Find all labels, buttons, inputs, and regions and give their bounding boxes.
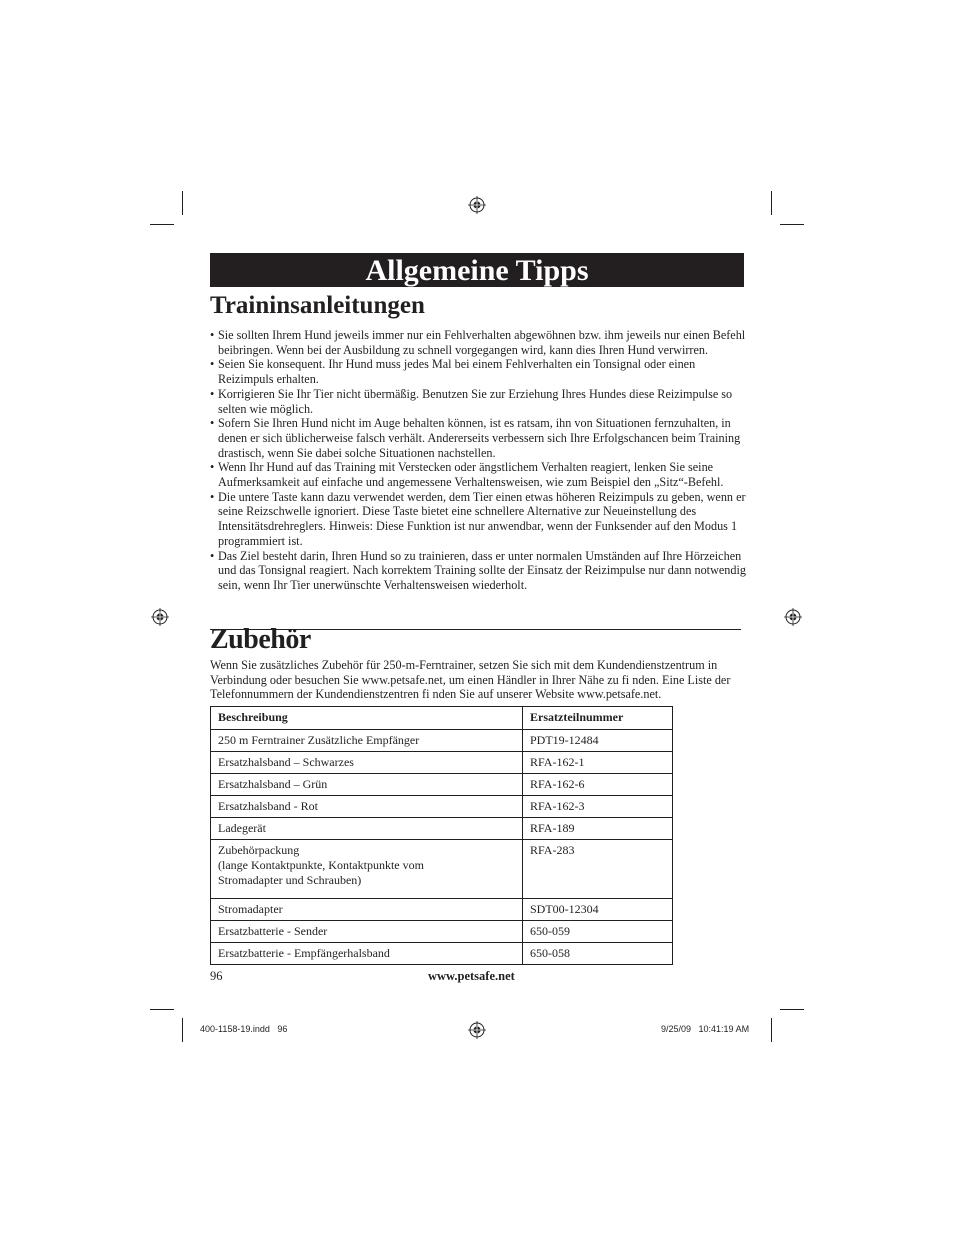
footer-url: www.petsafe.net	[428, 969, 515, 983]
cell-description-line: (lange Kontaktpunkte, Kontaktpunkte vom	[218, 858, 424, 872]
cell-description	[211, 840, 523, 899]
cell-description: Ladegerät	[211, 818, 523, 840]
list-item: • Das Ziel besteht darin, Ihren Hund so zu trainieren, dass er unter normalen Umständen auf Ihre Hörzeichen und das Tonsignal reagiert. Nach korrektem Training sollte der Einsatz der Reizimpulse nur dann notwendig sein, wenn Ihr Tier unerwünschte Verhaltensweisen wiederholt.	[210, 549, 746, 593]
crop-mark	[150, 224, 174, 225]
slug-filename: 400-1158-19.indd 96	[200, 1024, 288, 1034]
registration-target-icon	[468, 196, 486, 214]
cell-part-number: RFA-162-3	[523, 796, 673, 818]
table-row	[211, 752, 673, 774]
page-number: 96	[210, 969, 223, 983]
cell-description: Ersatzhalsband - Rot	[211, 796, 523, 818]
cell-part-number: RFA-189	[523, 818, 673, 840]
accessories-heading: Zubehör	[210, 624, 311, 655]
cell-part-number: RFA-162-6	[523, 774, 673, 796]
column-header-description: Beschreibung	[211, 707, 523, 730]
column-header-part-number: Ersatzteilnummer	[523, 707, 673, 730]
list-item: • Sie sollten Ihrem Hund jeweils immer nur ein Fehlverhalten abgewöhnen bzw. ihm jeweils nur einen Befehl beibringen. Wenn bei der Ausbildung zu schnell vorgegangen wird, kann dies Ihren Hund verwirren.	[210, 328, 746, 357]
cell-description: Ersatzhalsband – Schwarzes	[211, 752, 523, 774]
crop-mark	[780, 1009, 804, 1010]
list-item: • Die untere Taste kann dazu verwendet werden, dem Tier einen etwas höheren Reizimpuls zu geben, wenn er seine Reizschwelle ignoriert. Diese Taste bietet eine schnellere Alternative zur Neueinstellung des Intensitätsdrehreglers. Hinweis: Diese Funktion ist nur anwendbar, wenn der Funksender auf den Modus 1 programmiert ist.	[210, 490, 746, 549]
table-row	[211, 796, 673, 818]
list-item: • Korrigieren Sie Ihr Tier nicht übermäßig. Benutzen Sie zur Erziehung Ihres Hundes diese Reizimpulse so selten wie möglich.	[210, 387, 746, 416]
accessories-intro: Wenn Sie zusätzliches Zubehör für 250-m-Ferntrainer, setzen Sie sich mit dem Kundendienstzentrum in Verbindung oder besuchen Sie www.petsafe.net, um einen Händler in Ihrer Nähe zu fi nden. Eine Liste der Telefonnummern der Kundendienstzentren fi nden Sie auf unserer Website www.petsafe.net.	[210, 658, 731, 702]
crop-mark	[771, 191, 772, 215]
crop-mark	[150, 1009, 174, 1010]
list-item: • Sofern Sie Ihren Hund nicht im Auge behalten können, ist es ratsam, ihn von Situationen fernzuhalten, in denen er sich üblicherweise falsch verhält. Andererseits verbessern sich Ihre Erfolgschancen beim Training drastisch, wenn Sie dabei solche Situationen nachstellen.	[210, 416, 746, 460]
cell-part-number: RFA-283	[523, 840, 673, 899]
slug-timestamp: 9/25/09 10:41:19 AM	[661, 1024, 750, 1034]
table-header-row	[211, 707, 673, 730]
cell-part-number: PDT19-12484	[523, 730, 673, 752]
registration-target-icon	[151, 608, 169, 626]
cell-description-line: Zubehörpackung	[218, 843, 300, 857]
crop-mark	[182, 191, 183, 215]
cell-part-number: 650-059	[523, 921, 673, 943]
list-item: • Seien Sie konsequent. Ihr Hund muss jedes Mal bei einem Fehlverhalten ein Tonsignal oder einen Reizimpuls erhalten.	[210, 357, 746, 386]
registration-target-icon	[468, 1021, 486, 1039]
cell-part-number: RFA-162-1	[523, 752, 673, 774]
table-row	[211, 774, 673, 796]
table-row	[211, 921, 673, 943]
crop-mark	[771, 1018, 772, 1042]
table-row	[211, 943, 673, 965]
cell-part-number: SDT00-12304	[523, 899, 673, 921]
registration-target-icon	[784, 608, 802, 626]
cell-description-line: Stromadapter und Schrauben)	[218, 873, 362, 887]
cell-description: Ersatzhalsband – Grün	[211, 774, 523, 796]
table-row	[211, 899, 673, 921]
training-tips-list	[210, 328, 746, 593]
cell-description: Ersatzbatterie - Sender	[211, 921, 523, 943]
table-row	[211, 818, 673, 840]
cell-part-number: 650-058	[523, 943, 673, 965]
list-item: • Wenn Ihr Hund auf das Training mit Verstecken oder ängstlichem Verhalten reagiert, lenken Sie seine Aufmerksamkeit auf einfache und angemessene Verhaltensweisen, wie zum Beispiel den „Sitz“-Befehl.	[210, 460, 746, 489]
cell-description: Ersatzbatterie - Empfängerhalsband	[211, 943, 523, 965]
crop-mark	[182, 1018, 183, 1042]
training-heading: Traininsanleitungen	[210, 292, 425, 319]
page-title-banner: Allgemeine Tipps	[210, 253, 744, 287]
crop-mark	[780, 224, 804, 225]
parts-table	[210, 706, 673, 965]
table-row	[211, 730, 673, 752]
cell-description: Stromadapter	[211, 899, 523, 921]
table-row	[211, 840, 673, 899]
cell-description: 250 m Ferntrainer Zusätzliche Empfänger	[211, 730, 523, 752]
